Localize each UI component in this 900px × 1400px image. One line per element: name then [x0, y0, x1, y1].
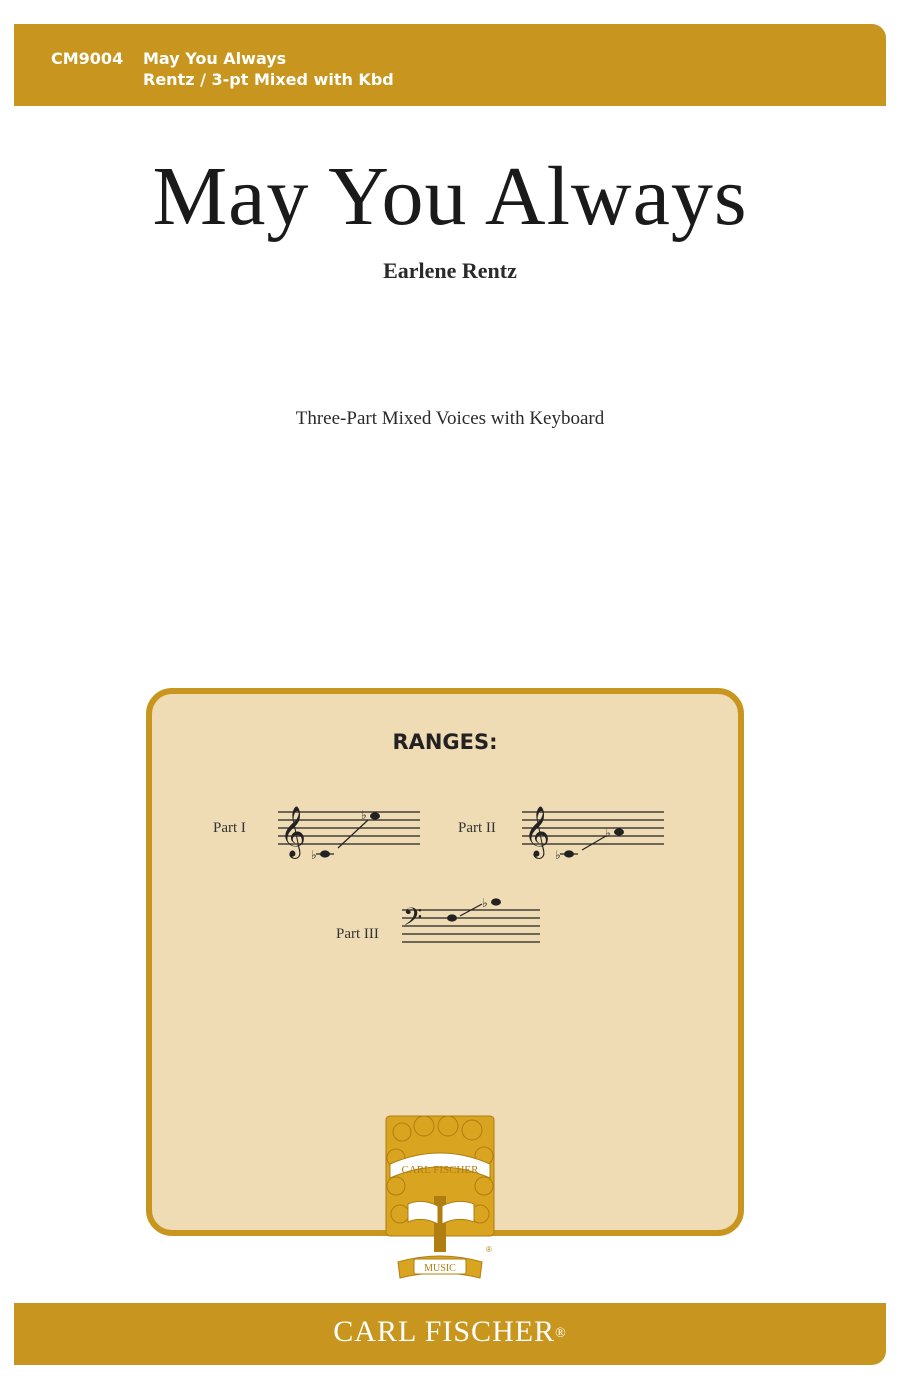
svg-text:♭: ♭ — [361, 808, 367, 822]
carl-fischer-music-logo — [380, 1112, 500, 1284]
part-1-label: Part I — [213, 820, 246, 836]
header-subtitle: Rentz / 3-pt Mixed with Kbd — [143, 70, 394, 89]
logo-registered-mark: ® — [486, 1245, 492, 1254]
svg-text:𝄞: 𝄞 — [524, 806, 551, 857]
part-3-range-staff — [398, 892, 544, 962]
catalog-number: CM9004 — [51, 49, 124, 68]
publisher-registered-mark: ® — [555, 1326, 567, 1342]
logo-bottom-text: MUSIC — [424, 1263, 456, 1274]
svg-text:𝄢: 𝄢 — [403, 903, 423, 938]
header-band — [14, 24, 886, 106]
page-title: May You Always — [152, 150, 748, 243]
part-2-range-staff — [518, 794, 668, 864]
svg-text:♭: ♭ — [605, 826, 611, 840]
svg-text:♭: ♭ — [482, 896, 488, 910]
header-title: May You Always — [143, 49, 287, 68]
ranges-heading: RANGES: — [392, 730, 498, 754]
svg-text:♭: ♭ — [311, 848, 317, 862]
svg-text:𝄞: 𝄞 — [280, 806, 307, 857]
composer-name: Earlene Rentz — [383, 258, 517, 283]
logo-top-text: CARL FISCHER — [401, 1164, 479, 1176]
part-3-label: Part III — [336, 926, 379, 942]
publisher-wordmark — [14, 1315, 886, 1349]
footer-band — [14, 1303, 886, 1365]
publisher-name: CARL FISCHER — [333, 1315, 556, 1348]
voicing-text: Three-Part Mixed Voices with Keyboard — [295, 408, 605, 429]
part-2-label: Part II — [458, 820, 496, 836]
part-1-range-staff — [274, 794, 424, 864]
svg-text:♭: ♭ — [555, 848, 561, 862]
